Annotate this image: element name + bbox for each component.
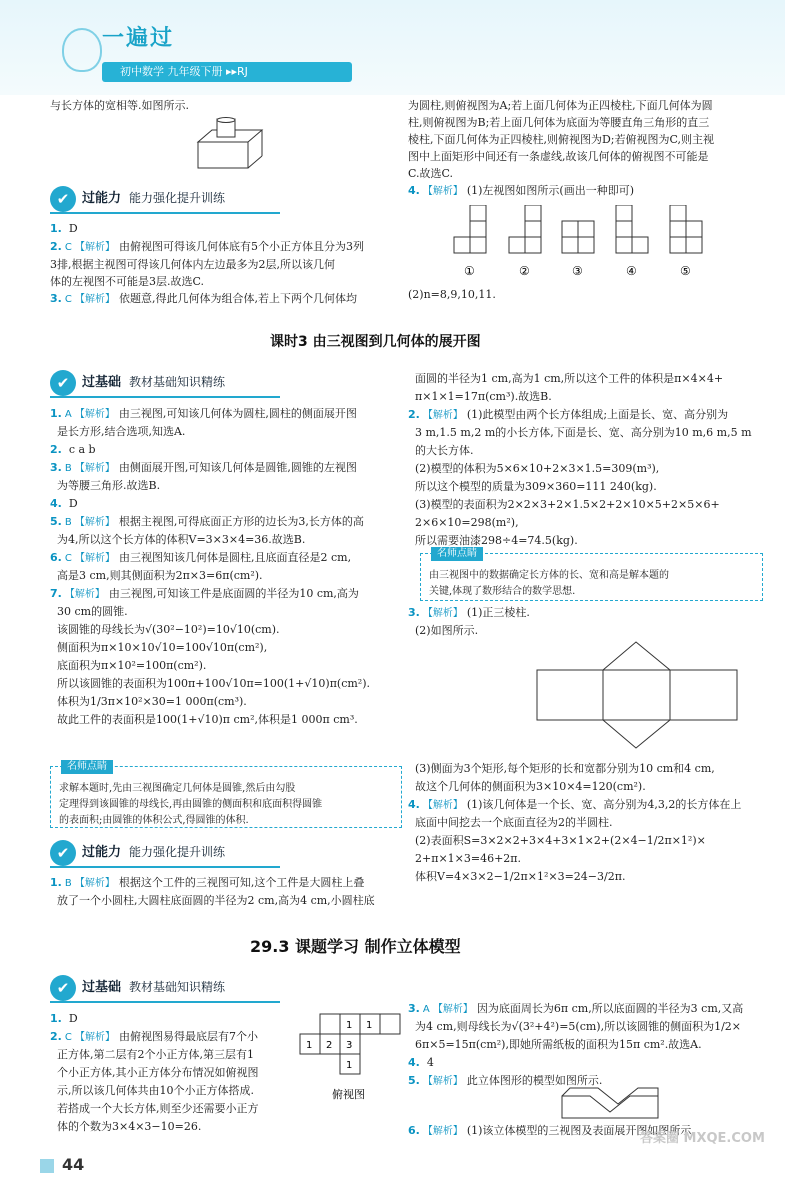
answer-line: (2)如图所示.	[415, 624, 479, 637]
balloon-icon	[62, 28, 102, 72]
series-subtitle: 初中数学 九年级下册 ▸▸RJ	[102, 62, 352, 82]
right-block-2	[408, 370, 763, 550]
cell-value: 1	[346, 1060, 353, 1071]
answer-line: 2. 【解析】 (1)此模型由两个长方体组成;上面是长、宽、高分别为	[408, 408, 729, 421]
figure-label: ③	[572, 264, 583, 278]
answer-line: 体的个数为3×4×3−10=26.	[57, 1120, 202, 1133]
answer-line: (3)模型的表面积为2×2×3+2×1.5×2+2×10×5+2×5×6+	[415, 498, 720, 511]
answer-line: 体的左视图不可能是3层.故选C.	[50, 275, 205, 288]
text-line: 棱柱,下面几何体为正四棱柱,则俯视图为D;若俯视图为C,则主视	[408, 133, 715, 146]
prism-net-figure	[532, 640, 742, 755]
text-line: 与长方体的宽相等.如图所示.	[50, 99, 189, 112]
answer-line: 2. c a b	[50, 443, 96, 456]
left-block-1	[50, 97, 402, 114]
figure-label: ①	[464, 264, 475, 278]
right-block-1-tail	[408, 286, 763, 303]
left-block-4	[50, 874, 402, 910]
tip-line: 定理得到该圆锥的母线长,再由圆锥的侧面积和底面积得圆锥	[59, 799, 323, 810]
answer-line: 2. C 【解析】 由俯视图可得该几何体底有5个小正方体且分为3列	[50, 240, 365, 253]
cylinder-on-box-figure	[195, 117, 265, 172]
answer-line: 底面中间挖去一个底面直径为2的半圆柱.	[415, 816, 613, 829]
cell-value: 2	[326, 1040, 333, 1051]
watermark: 答案圈 MXQE.COM	[640, 1131, 765, 1146]
answer-line: 所以该圆锥的表面积为100π+100√10π=100(1+√10)π(cm²).	[57, 677, 370, 690]
answer-line: 3. C 【解析】 依题意,得此几何体为组合体,若上下两个几何体均	[50, 292, 358, 305]
answer-line: 6π×5=15π(cm²),即她所需纸板的面积为15π cm².故选A.	[415, 1038, 702, 1051]
answer-line: 放了一个小圆柱,大圆柱底面圆的半径为2 cm,高为4 cm,小圆柱底	[57, 894, 375, 907]
left-views-figure	[448, 205, 728, 285]
answer-line: 面圆的半径为1 cm,高为1 cm,所以这个工件的体积是π×4×4+	[415, 372, 724, 385]
right-block-5	[408, 1000, 763, 1090]
answer-line: 2×6×10=298(m²),	[415, 516, 519, 529]
check-icon: ✔	[50, 186, 76, 212]
top-view-figure	[298, 1012, 402, 1104]
page-marker	[40, 1159, 54, 1173]
answer-line: 4. 4	[408, 1056, 434, 1069]
right-block-3	[408, 604, 763, 640]
answer-line: 正方体,第二层有2个小正方体,第三层有1	[57, 1048, 254, 1061]
answer-line: 6. C 【解析】 由三视图知该几何体是圆柱,且底面直径是2 cm,	[50, 551, 352, 564]
text-line: C.故选C.	[408, 167, 454, 180]
answer-line: π×1×1=17π(cm³).故选B.	[415, 390, 552, 403]
series-title: 一遍过	[102, 26, 175, 51]
answer-line: 为4,所以这个长方体的体积V=3×3×4=36.故选B.	[57, 533, 306, 546]
tip-title: 名师点睛	[431, 547, 483, 561]
section-guonengli-2	[50, 840, 310, 870]
tip-line: 的表面积;由圆锥的体积公式,得圆锥的体积.	[59, 815, 249, 826]
answer-line: 3排,根据主视图可得该几何体内左边最多为2层,所以该几何	[50, 258, 335, 271]
section-label: 过能力 能力强化提升训练	[82, 845, 226, 860]
check-icon: ✔	[50, 975, 76, 1001]
answer-line: 是长方形,结合选项,知选A.	[57, 425, 186, 438]
cell-value: 1	[346, 1020, 353, 1031]
answer-line: 3. B 【解析】 由侧面展开图,可知该几何体是圆锥,圆锥的左视图	[50, 461, 357, 474]
answer-line: 6. 【解析】 (1)该立体模型的三视图及表面展开图如图所示.	[408, 1124, 695, 1137]
section-label: 过基础 教材基础知识精练	[82, 375, 226, 390]
answer-line: 1. B 【解析】 根据这个工件的三视图可知,这个工件是大圆柱上叠	[50, 876, 365, 889]
teacher-tip-1	[50, 761, 402, 828]
cell-value: 1	[306, 1040, 313, 1051]
text-line: 为圆柱,则俯视图为A;若上面几何体为正四棱柱,下面几何体为圆	[408, 99, 713, 112]
text-line: (2)n=8,9,10,11.	[408, 288, 496, 301]
section-label: 过基础 教材基础知识精练	[82, 980, 226, 995]
model-figure	[560, 1084, 660, 1120]
section-guojichu-1	[50, 370, 310, 400]
check-icon: ✔	[50, 840, 76, 866]
answer-line: 高是3 cm,则其侧面积为2π×3=6π(cm²).	[57, 569, 263, 582]
left-block-2	[50, 220, 402, 308]
tip-title: 名师点睛	[61, 760, 113, 774]
answer-line: 所以需要油漆298÷4=74.5(kg).	[415, 534, 578, 547]
answer-line: (2)模型的体积为5×6×10+2×3×1.5=309(m³),	[415, 462, 660, 475]
answer-line: 3. 【解析】 (1)正三棱柱.	[408, 606, 530, 619]
answer-line: (2)表面积S=3×2×2+3×4+3×1×2+(2×4−1/2π×1²)×	[415, 834, 706, 847]
answer-line: (3)侧面为3个矩形,每个矩形的长和宽都分别为10 cm和4 cm,	[415, 762, 715, 775]
answer-line: 4. 【解析】 (1)该几何体是一个长、宽、高分别为4,3,2的长方体在上	[408, 798, 742, 811]
cell-value: 3	[346, 1040, 353, 1051]
answer-line: 底面积为π×10²=100π(cm²).	[57, 659, 207, 672]
tip-line: 求解本题时,先由三视图确定几何体是圆锥,然后由勾股	[59, 783, 296, 794]
answer-line: 体积V=4×3×2−1/2π×1²×3=24−3/2π.	[415, 870, 626, 883]
answer-line: 故此工件的表面积是100(1+√10)π cm²,体积是1 000π cm³.	[57, 713, 358, 726]
answer-line: 3 m,1.5 m,2 m的小长方体,下面是长、宽、高分别为10 m,6 m,5 m	[415, 426, 752, 439]
answer-line: 为等腰三角形.故选B.	[57, 479, 161, 492]
answer-line: 体积为1/3π×10²×30=1 000π(cm³).	[57, 695, 247, 708]
answer-line: 1. A 【解析】 由三视图,可知该几何体为圆柱,圆柱的侧面展开图	[50, 407, 357, 420]
figure-label: ⑤	[680, 264, 691, 278]
right-block-1	[408, 97, 763, 200]
answer-line: 所以这个模型的质量为309×360=111 240(kg).	[415, 480, 657, 493]
answer-line: 3. A 【解析】 因为底面周长为6π cm,所以底面圆的半径为3 cm,又高	[408, 1002, 744, 1015]
section-guojichu-2	[50, 975, 310, 1005]
answer-line: 5. 【解析】 此立体图形的模型如图所示.	[408, 1074, 603, 1087]
section-label: 过能力 能力强化提升训练	[82, 191, 226, 206]
answer-line: 2+π×1×3=46+2π.	[415, 852, 522, 865]
figure-label: ④	[626, 264, 637, 278]
text-line: 图中上面矩形中间还有一条虚线,故该几何体的俯视图不可能是	[408, 150, 709, 163]
answer-line: 4. 【解析】 (1)左视图如图所示(画出一种即可)	[408, 184, 635, 197]
answer-line: 的大长方体.	[415, 444, 474, 457]
text-line: 柱,则俯视图为B;若上面几何体为底面为等腰直角三角形的直三	[408, 116, 710, 129]
answer-line: 30 cm的圆锥.	[57, 605, 128, 618]
answer-line: 1. D	[50, 1012, 78, 1025]
figure-caption: 俯视图	[332, 1088, 365, 1101]
check-icon: ✔	[50, 370, 76, 396]
answer-line: 示,所以该几何体共由10个小正方体搭成.	[57, 1084, 254, 1097]
answer-line: 7. 【解析】 由三视图,可知该工件是底面圆的半径为10 cm,高为	[50, 587, 359, 600]
left-block-5	[50, 1010, 290, 1136]
section-title: 29.3 课题学习 制作立体模型	[250, 937, 461, 956]
cell-value: 1	[366, 1020, 373, 1031]
answer-line: 侧面积为π×10×10√10=100√10π(cm²),	[57, 641, 268, 654]
answer-line: 故这个几何体的侧面积为3×10×4=120(cm²).	[415, 780, 646, 793]
tip-line: 关键,体现了数形结合的数学思想.	[429, 586, 576, 597]
answer-line: 4. D	[50, 497, 78, 510]
answer-line: 1. D	[50, 222, 78, 235]
answer-line: 2. C 【解析】 由俯视图易得最底层有7个小	[50, 1030, 259, 1043]
page-number: 44	[62, 1155, 85, 1174]
lesson-title: 课时3 由三视图到几何体的展开图	[270, 334, 481, 350]
series-logo	[62, 26, 352, 84]
answer-line: 若搭成一个大长方体,则至少还需要小正方	[57, 1102, 259, 1115]
page-header	[0, 0, 785, 95]
teacher-tip-2	[420, 548, 763, 601]
answer-line: 该圆锥的母线长为√(30²−10²)=10√10(cm).	[57, 623, 280, 636]
figure-label: ②	[519, 264, 530, 278]
answer-line: 个小正方体,其小正方体分布情况如俯视图	[57, 1066, 259, 1079]
left-block-3	[50, 405, 402, 729]
answer-line: 为4 cm,则母线长为√(3²+4²)=5(cm),所以该圆锥的侧面积为1/2×	[415, 1020, 742, 1033]
section-guonengli-1	[50, 186, 310, 216]
right-block-4	[408, 760, 763, 886]
tip-line: 由三视图中的数据确定长方体的长、宽和高是解本题的	[429, 570, 669, 581]
answer-line: 5. B 【解析】 根据主视图,可得底面正方形的边长为3,长方体的高	[50, 515, 364, 528]
